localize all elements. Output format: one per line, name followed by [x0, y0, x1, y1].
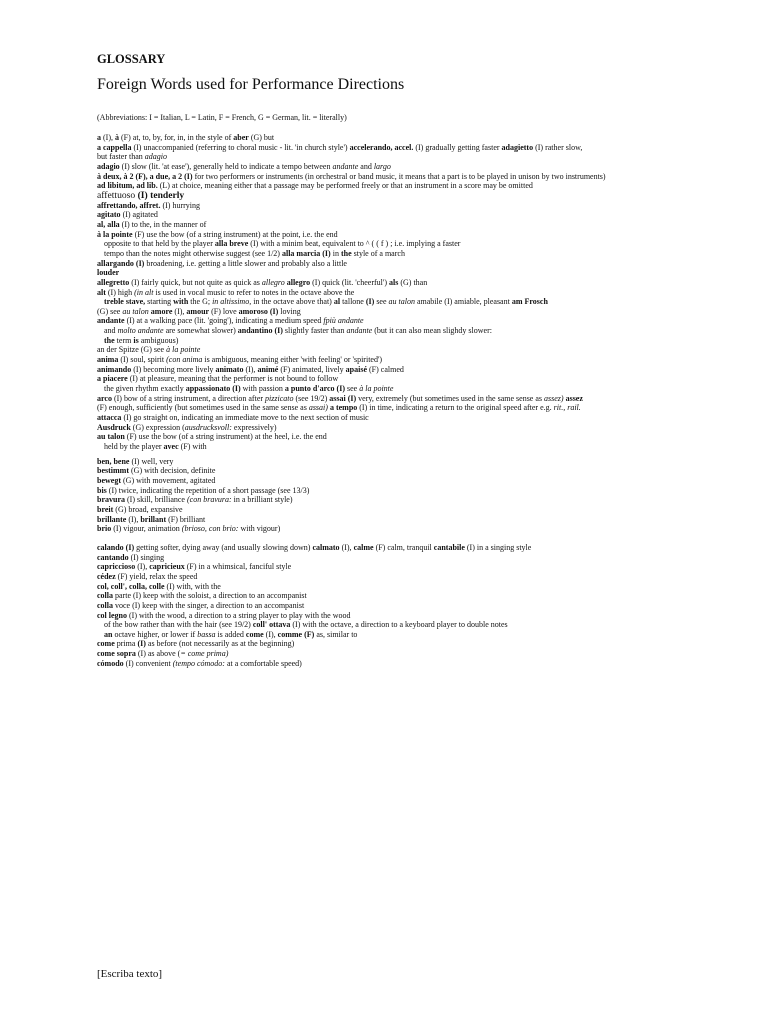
term-text: assai (I): [329, 393, 357, 403]
definition-text: (F) use the bow (of a string instrument) at the point, i.e. the end: [132, 229, 338, 239]
definition-text: slightly faster than: [282, 326, 347, 336]
definition-text: the G;: [188, 297, 213, 307]
glossary-line: [97, 345, 717, 355]
term-text: alla breve: [214, 239, 249, 249]
definition-text: (F) use the bow (of a string instrument) at the heel, i.e. the end: [124, 432, 327, 442]
glossary-line: [97, 220, 717, 230]
definition-text: are somewhat slower): [163, 326, 238, 336]
term-text: animando: [97, 364, 132, 374]
definition-text: (G) broad, expansive: [113, 504, 183, 514]
glossary-line: [97, 442, 717, 452]
term-text: ben, bene: [97, 456, 130, 466]
italic-text: (tempo cómodo:: [172, 658, 225, 668]
definition-text: tallone: [340, 297, 366, 307]
glossary-line: [97, 611, 717, 621]
italic-text: au talon: [388, 297, 415, 307]
term-text: colla: [97, 591, 113, 601]
abbreviations-note: (Abbreviations: I = Italian, L = Latin, F = French, G = German, lit. = literally): [97, 113, 347, 122]
italic-text: (in alt: [134, 287, 154, 297]
definition-text: and: [104, 326, 118, 336]
definition-text: (I) unaccompanied (referring to choral music - lit. 'in church style'): [131, 142, 350, 152]
italic-text: bassa: [197, 629, 216, 639]
term-text: als: [389, 277, 399, 287]
term-text: arco: [97, 393, 112, 403]
definition-text: (I) with a minim beat, equivalent to ^ ( ( f ) ; i.e. implying a faster: [248, 239, 461, 249]
term-text: a punto d'arco (I): [284, 384, 345, 394]
term-text: (I) tenderly: [135, 190, 185, 201]
definition-text: (I),: [126, 514, 141, 524]
term-text: animato: [215, 364, 244, 374]
glossary-line: [97, 582, 717, 592]
document-page: [97, 52, 717, 668]
term-text: attacca: [97, 413, 122, 423]
glossary-line: [97, 288, 717, 298]
term-text: bewegt: [97, 475, 121, 485]
glossary-line: [97, 249, 717, 259]
italic-text: à la pointe: [359, 384, 394, 394]
italic-text: (brioso, con brio:: [181, 524, 239, 534]
glossary-line: [97, 524, 717, 534]
italic-text: andante: [332, 161, 359, 171]
italic-text: = come prima): [180, 649, 229, 659]
definition-text: (I) soul, spirit: [118, 355, 167, 365]
definition-text: (I) becoming more lively: [131, 364, 216, 374]
term-text: (I): [135, 258, 145, 268]
definition-text: starting: [145, 297, 174, 307]
term-text: apaisé: [345, 364, 367, 374]
glossary-line: [97, 268, 717, 278]
glossary-line: [97, 413, 717, 423]
term-text: ad libitum, ad lib.: [97, 181, 158, 191]
term-text: the: [104, 335, 115, 345]
definition-text: (I) with the wood, a direction to a string player to play with the wood: [127, 610, 351, 620]
term-text: louder: [97, 268, 120, 278]
definition-text: (I) convenient: [123, 658, 173, 668]
term-text: allargando: [97, 258, 134, 268]
definition-text: prima: [114, 639, 138, 649]
glossary-entries: [97, 133, 717, 668]
term-text: an: [104, 629, 113, 639]
term-text: assez: [565, 393, 583, 403]
term-text: aber: [233, 133, 249, 142]
definition-text: (F) enough, sufficiently (but sometimes used in the same sense as: [97, 403, 309, 413]
definition-text: (I) vigour, animation: [111, 524, 182, 534]
glossary-line: [97, 316, 717, 326]
term-text: breit: [97, 504, 114, 514]
glossary-line: [97, 495, 717, 505]
definition-text: (I) in a singing style: [464, 542, 532, 552]
term-text: cédez: [97, 571, 116, 581]
definition-text: in: [330, 248, 341, 258]
term-text: andante: [97, 316, 125, 326]
definition-text: as before (not necessarily as at the beginning): [145, 639, 295, 649]
definition-text: at a comfortable speed): [224, 658, 302, 668]
definition-text: (F) animated, lively: [278, 364, 346, 374]
italic-text: rit., rail.: [553, 403, 581, 413]
glossary-line: [97, 403, 717, 413]
definition-text: (I) skill, brilliance: [125, 495, 187, 505]
glossary-line: [97, 152, 717, 162]
definition-text: tempo than the notes might otherwise suggest (see 1/2): [104, 248, 282, 258]
term-text: à deux, à 2 (F), a due, a 2 (I): [97, 171, 193, 181]
glossary-line: [97, 432, 717, 442]
term-text: calme: [353, 542, 374, 552]
definition-text: and: [358, 161, 374, 171]
term-text: allegro: [286, 277, 311, 287]
term-text: amour: [186, 306, 210, 316]
glossary-line: [97, 239, 717, 249]
definition-text: (I) with, with the: [164, 581, 221, 591]
glossary-line: [97, 423, 717, 433]
definition-text: (G) expression (: [130, 422, 185, 432]
definition-text: (F) in a whimsical, fanciful style: [184, 562, 292, 572]
italic-text: pizzicato: [265, 393, 294, 403]
definition-text: is used in vocal music to refer to notes in the octave above the: [153, 287, 355, 297]
italic-text: largo: [373, 161, 391, 171]
definition-text: octave higher, or lower if: [112, 629, 198, 639]
glossary-line: [97, 543, 717, 553]
definition-text: in a brilliant style): [231, 495, 293, 505]
term-text: col, coll', colla, colle: [97, 581, 165, 591]
definition-text: (I) singing: [128, 552, 165, 562]
glossary-line: [97, 601, 717, 611]
definition-text: in the octave above that): [251, 297, 334, 307]
definition-text: the given rhythm exactly: [104, 384, 186, 394]
term-text: alla marcia: [281, 248, 321, 258]
term-text: am Frosch: [511, 297, 548, 307]
definition-text: voce (I) keep with the singer, a direction to an accompanist: [113, 600, 305, 610]
glossary-line: [97, 630, 717, 640]
definition-text: getting softer, dying away (and usually slowing down): [134, 542, 313, 552]
definition-text: style of a march: [351, 248, 405, 258]
term-text: come: [97, 639, 115, 649]
glossary-line: [97, 307, 717, 317]
italic-text: assai): [308, 403, 328, 413]
term-text: treble stave,: [104, 297, 146, 307]
definition-text: is added: [215, 629, 246, 639]
italic-text: ausdrucksvoll:: [184, 422, 232, 432]
term-text: comme (F): [277, 629, 315, 639]
term-text: amore: [150, 306, 173, 316]
definition-text: held by the player: [104, 442, 164, 451]
glossary-line: [97, 457, 717, 467]
definition-text: (G) see: [97, 306, 123, 316]
term-text: capriccioso: [97, 562, 136, 572]
italic-text: adagio: [144, 152, 167, 162]
glossary-line: [97, 191, 717, 201]
definition-text: of the bow rather than with the hair (see 19/2): [104, 620, 253, 630]
term-text: a tempo: [329, 403, 358, 413]
term-text: is: [133, 335, 139, 345]
glossary-line: [97, 572, 717, 582]
definition-text: (I) slow (lit. 'at ease'), generally held to indicate a tempo between: [119, 161, 333, 171]
italic-text: (con bravura:: [186, 495, 232, 505]
definition-text: (I),: [101, 133, 115, 142]
definition-text: but faster than: [97, 152, 145, 162]
glossary-line: [97, 374, 717, 384]
term-text: col legno: [97, 610, 127, 620]
term-text: cantando: [97, 552, 129, 562]
term-text: accelerando, accel.: [349, 142, 414, 152]
glossary-line: [97, 620, 717, 630]
definition-text: (I) bow of a string instrument, a direction after: [111, 393, 266, 403]
glossary-line: [97, 259, 717, 269]
italic-text: andante: [346, 326, 373, 336]
definition-text: (but it can also mean slighdy slower:: [372, 326, 492, 336]
definition-text: broadening, i.e. getting a little slower and probably also a little: [144, 258, 347, 268]
term-text: a piacere: [97, 374, 128, 384]
glossary-line: [97, 230, 717, 240]
definition-text: (I) at pleasure, meaning that the performer is not bound to follow: [127, 374, 339, 384]
definition-text: (F) at, to, by, for, in, in the style of: [119, 133, 234, 142]
glossary-line: [97, 278, 717, 288]
definition-text: see: [374, 297, 389, 307]
definition-text: as, similar to: [314, 629, 358, 639]
definition-text: (G) than: [398, 277, 428, 287]
definition-text: see: [345, 384, 360, 394]
definition-text: (I) agitated: [120, 210, 158, 220]
definition-text: with passion: [240, 384, 285, 394]
term-text: au talon: [97, 432, 125, 442]
definition-text: (I) in time, indicating a return to the original speed after e.g.: [357, 403, 554, 413]
term-text: al: [333, 297, 341, 307]
definition-text: affettuoso: [97, 190, 136, 201]
term-text: à la pointe: [97, 229, 133, 239]
italic-text: à la pointe: [166, 345, 201, 355]
glossary-line: [97, 476, 717, 486]
term-text: come: [245, 629, 264, 639]
term-text: animé: [257, 364, 279, 374]
glossary-line: [97, 355, 717, 365]
definition-text: (F) yield, relax the speed: [115, 571, 198, 581]
term-text: avec: [163, 442, 179, 451]
glossary-line: [97, 384, 717, 394]
term-text: à: [115, 133, 119, 142]
term-text: bestimmt: [97, 466, 129, 476]
definition-text: (I) fairly quick, but not quite as quick as: [129, 277, 262, 287]
italic-text: (con anima: [166, 355, 203, 365]
term-text: the: [340, 248, 352, 258]
term-text: coll' ottava: [252, 620, 291, 630]
term-text: Ausdruck: [97, 422, 131, 432]
definition-text: (I) twice, indicating the repetition of a short passage (see 13/3): [106, 485, 310, 495]
definition-text: (G) with movement, agitated: [121, 475, 216, 485]
section-gap: [97, 534, 717, 543]
glossary-line: [97, 172, 717, 182]
term-text: brillante: [97, 514, 127, 524]
term-text: calmato: [312, 542, 340, 552]
definition-text: (I) go straight on, indicating an immediate move to the next section of music: [121, 413, 369, 423]
definition-text: (I) high: [105, 287, 135, 297]
definition-text: (I) well, very: [129, 456, 174, 466]
term-text: a: [97, 133, 101, 142]
glossary-line: [97, 505, 717, 515]
term-text: al, alla: [97, 219, 120, 229]
italic-text: allegro: [261, 277, 285, 287]
term-text: brillant: [140, 514, 167, 524]
definition-text: (I),: [243, 364, 258, 374]
term-text: bis: [97, 485, 107, 495]
term-text: with: [173, 297, 189, 307]
definition-text: (I),: [263, 629, 278, 639]
term-text: adagio: [97, 161, 120, 171]
definition-text: (I) gradually getting faster: [413, 142, 502, 152]
term-text: bravura: [97, 495, 125, 505]
definition-text: (I),: [135, 562, 150, 572]
term-text: amoroso (I): [238, 306, 279, 316]
definition-text: (G) with decision, definite: [129, 466, 216, 476]
italic-text: au talon: [122, 306, 149, 316]
definition-text: parte (I) keep with the soloist, a direction to an accompanist: [113, 591, 307, 601]
definition-text: (I) at a walking pace (lit. 'going'), indicating a medium speed: [124, 316, 324, 326]
definition-text: (L) at choice, meaning either that a passage may be performed freely or that an instrument in a score may be omitted: [157, 181, 533, 191]
definition-text: ambiguous): [138, 335, 179, 345]
term-text: capricieux: [149, 562, 185, 572]
definition-text: (F) love: [209, 306, 239, 316]
term-text: alt: [97, 287, 106, 297]
glossary-line: [97, 466, 717, 476]
glossary-line: [97, 649, 717, 659]
glossary-line: [97, 143, 717, 153]
definition-text: (I) as above (: [135, 649, 181, 659]
term-text: andantino (I): [237, 326, 283, 336]
definition-text: (see 19/2): [293, 393, 330, 403]
glossary-line: [97, 515, 717, 525]
glossary-line: [97, 162, 717, 172]
glossary-line: [97, 394, 717, 404]
term-text: allegretto: [97, 277, 130, 287]
definition-text: expressively): [231, 422, 277, 432]
italic-text: fpiù andante: [323, 316, 364, 326]
glossary-line: [97, 639, 717, 649]
definition-text: (F) brilliant: [166, 514, 206, 524]
term-text: agitato: [97, 210, 121, 220]
term-text: come sopra: [97, 649, 136, 659]
glossary-line: [97, 326, 717, 336]
term-text: (I): [322, 248, 331, 258]
term-text: brio: [97, 524, 112, 534]
definition-text: term: [114, 335, 134, 345]
glossary-line: [97, 486, 717, 496]
glossary-line: [97, 336, 717, 346]
definition-text: (I) hurrying: [160, 200, 201, 210]
footer-placeholder[interactable]: [Escriba texto]: [97, 968, 163, 980]
glossary-line: [97, 297, 717, 307]
definition-text: (G) but: [248, 133, 275, 142]
italic-text: molto andante: [117, 326, 164, 336]
term-text: a cappella: [97, 142, 132, 152]
definition-text: with vigour): [238, 524, 281, 534]
glossary-line: [97, 591, 717, 601]
term-text: colla: [97, 600, 113, 610]
definition-text: opposite to that held by the player: [104, 239, 215, 249]
definition-text: (I),: [172, 306, 187, 316]
glossary-line: [97, 133, 717, 143]
term-text: adagietto: [501, 142, 534, 152]
definition-text: very, extremely (but sometimes used in the same sense as: [356, 393, 545, 403]
definition-text: (I) quick (lit. 'cheerful'): [310, 277, 389, 287]
term-text: affrettando, affret.: [97, 200, 161, 210]
glossary-heading: GLOSSARY: [97, 52, 166, 66]
definition-text: (F) with: [178, 442, 207, 451]
term-text: calando (I): [97, 542, 135, 552]
glossary-line: [97, 553, 717, 563]
italic-text: assez): [544, 393, 564, 403]
definition-text: amabile (I) amiable, pleasant: [414, 297, 512, 307]
term-text: anima: [97, 355, 119, 365]
term-text: cantabile: [433, 542, 465, 552]
definition-text: (I) with the octave, a direction to a keyboard player to double notes: [290, 620, 508, 630]
glossary-line: [97, 562, 717, 572]
page-title: Foreign Words used for Performance Directions: [97, 76, 405, 93]
definition-text: is ambiguous, meaning either 'with feeling' or 'spirited'): [202, 355, 383, 365]
definition-text: (F) calmed: [367, 364, 404, 374]
term-text: appassionato (I): [185, 384, 241, 394]
term-text: cómodo: [97, 658, 124, 668]
glossary-line: [97, 365, 717, 375]
glossary-line: [97, 659, 717, 669]
definition-text: for two performers or instruments (in orchestral or band music, it means that a part is to be played in unison by two instruments): [192, 171, 606, 181]
glossary-line: [97, 210, 717, 220]
italic-text: in altissimo,: [212, 297, 252, 307]
definition-text: (I) rather slow,: [533, 142, 583, 152]
definition-text: loving: [278, 306, 301, 316]
term-text: (I): [365, 297, 375, 307]
definition-text: (I),: [339, 542, 354, 552]
definition-text: (I) to the, in the manner of: [119, 219, 207, 229]
glossary-line: [97, 201, 717, 211]
definition-text: (F) calm, tranquil: [373, 542, 434, 552]
definition-text: an der Spitze (G) see: [97, 345, 167, 355]
glossary-line: [97, 181, 717, 191]
term-text: (I): [137, 639, 146, 649]
